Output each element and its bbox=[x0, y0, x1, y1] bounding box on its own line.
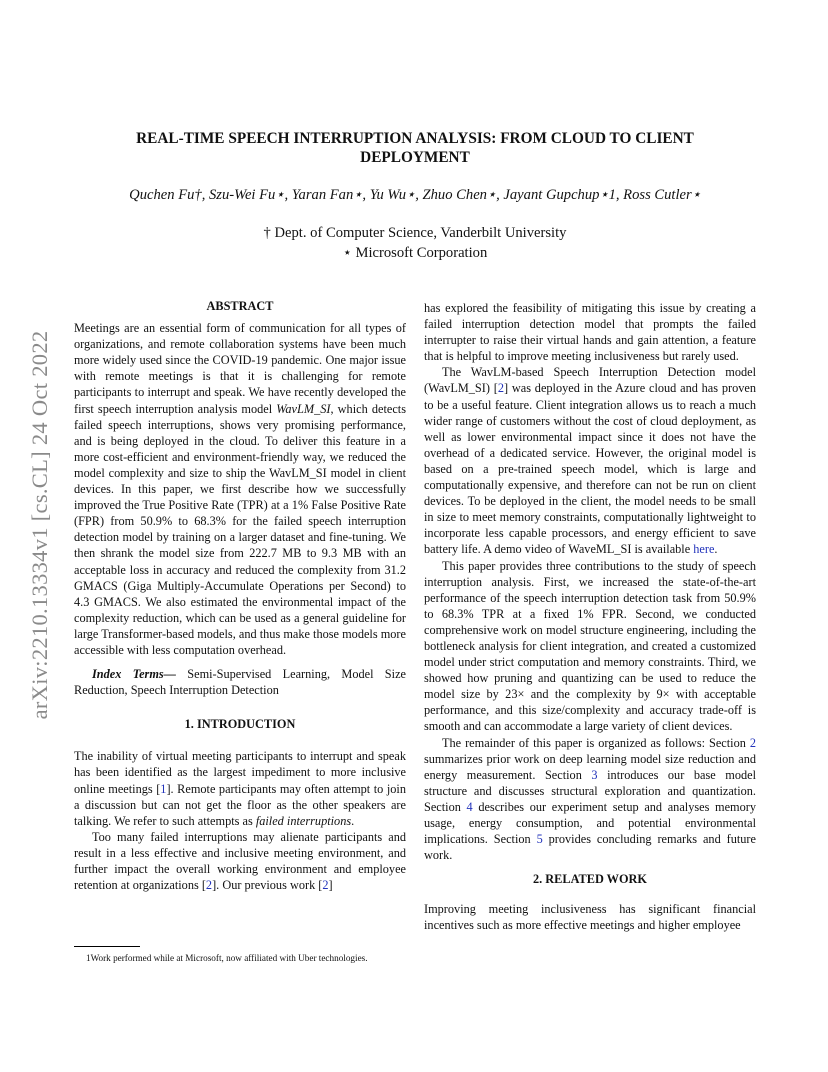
section-link[interactable]: 4 bbox=[466, 799, 473, 814]
citation-link[interactable]: 1 bbox=[160, 781, 167, 796]
author-list: Quchen Fu†, Szu-Wei Fu⋆, Yaran Fan⋆, Yu Wu⋆, Zhuo Chen⋆, Jayant Gupchup⋆1, Ross Cutler⋆ bbox=[129, 187, 701, 203]
citation-link[interactable]: 2 bbox=[205, 878, 213, 893]
right-paragraph-4: The remainder of this paper is organized as follows: Section 2 summarizes prior work on deep learning model size reduction and energy measurement. Section 3 introduces our base model structure and discusses structural exploration and quantization. Section 4 describes our experiment setup and analyses memory usage, energy consumption, and potential environmental implications. Section 5 provides concluding remarks and future work. bbox=[424, 735, 756, 863]
footnote-rule bbox=[74, 946, 140, 947]
affiliation-vanderbilt: † Dept. of Computer Science, Vanderbilt University bbox=[263, 225, 567, 241]
section-link[interactable]: 3 bbox=[591, 767, 598, 782]
footnote: 1Work performed while at Microsoft, now affiliated with Uber technologies. bbox=[86, 953, 368, 963]
citation-link[interactable]: 2 bbox=[322, 878, 329, 893]
right-paragraph-3: This paper provides three contributions to the study of speech interruption analysis. First, we increased the state-of-the-art performance of the speech interruption detection task from 50.9% to 68.3% TPR at a fixed 1% FPR. Second, we conducted comprehensive work on model structure engineering, including the bottleneck analysis for client integration, and created a customized model under strict computation and memory constraints. Third, we showed how pruning and quantizing can be used to reduce the model size by 23× and the complexity by 9× with acceptable performance, and this size/complexity and accuracy trade-off is smooth and can accommodate a large variety of client devices. bbox=[424, 558, 756, 734]
model-name: WavLM_SI bbox=[276, 401, 331, 416]
abstract-heading: ABSTRACT bbox=[206, 299, 274, 313]
section-link[interactable]: 5 bbox=[536, 832, 543, 847]
related-work-heading: 2. RELATED WORK bbox=[533, 872, 647, 887]
related-work-paragraph: Improving meeting inclusiveness has significant financial incentives such as more effective meetings and higher employee bbox=[424, 902, 756, 933]
intro-paragraph-2: Too many failed interruptions may alienate participants and result in a less effective and inclusive meeting environment, and further impact the overall working environment and employee retention at organizations [2]. Our previous work [2] bbox=[74, 829, 406, 893]
right-column bbox=[424, 300, 756, 934]
right-paragraph-2: The WavLM-based Speech Interruption Detection model (WavLM_SI) [2] was deployed in the Azure cloud and has proven to be a useful feature. Client integration allows us to reach a much wider range of customers without the cost of cloud deployment, as well as lower environmental impact since it does not have the overhead of a dedicated service. However, the original model is based on a pre-trained speech model, which is large and computationally expensive, and therefore can not be run on client devices. To be deployed in the client, the model needs to be small in size to meet memory constraints, computationally lightweight to incorporate less capable processors, and energy efficient to save battery life. A demo video of WaveML_SI is available here. bbox=[424, 365, 756, 557]
intro-heading: 1. INTRODUCTION bbox=[184, 717, 296, 732]
intro-paragraph-1: The inability of virtual meeting participants to interrupt and speak has been identified as the largest impediment to more inclusive online meetings [1]. Remote participants may often attempt to join a discussion but can not get the floor as the other speakers are talking. We refer to such attempts as failed interruptions. bbox=[74, 749, 406, 828]
citation-link[interactable]: 2 bbox=[497, 381, 504, 396]
abstract-text: Meetings are an essential form of communication for all types of organizations, and remote collaboration systems have been much more widely used since the COVID-19 pandemic. One major issue with remote meetings is that it is challenging for remote participants to interrupt and speak. We have recently developed the first speech interruption analysis model WavLM_SI, which detects failed speech interruptions, shows very promising performance, and is being deployed in the cloud. To deliver this feature in a more cost-efficient and environment-friendly way, we reduced the model complexity and size to ship the WavLM_SI model in client devices. In this paper, we first describe how we successfully improved the True Positive Rate (TPR) at a 1% False Positive Rate (FPR) from 50.9% to 68.3% for the failed speech interruption detection model by training on a larger dataset and fine-tuning. We then shrank the model size from 222.7 MB to 9.3 MB with an acceptable loss in accuracy and reduced the complexity from 31.2 GMACS (Giga Multiply-Accumulate Operations per Second) to 4.3 GMACS. We also estimated the environmental impact of the complexity reduction, which can be used as a general guideline for large Transformer-based models, and thus make those models more accessible with less computation overhead. bbox=[74, 321, 406, 657]
demo-video-link[interactable]: here bbox=[693, 542, 715, 557]
paper-title: REAL-TIME SPEECH INTERRUPTION ANALYSIS: FROM CLOUD TO CLIENT DEPLOYMENT bbox=[136, 130, 694, 166]
arxiv-stamp bbox=[20, 290, 60, 760]
left-column bbox=[74, 298, 406, 893]
arxiv-id: arXiv:2210.13334v1 [cs.CL] 24 Oct 2022 bbox=[27, 330, 52, 720]
right-paragraph-1: has explored the feasibility of mitigating this issue by creating a failed interruption detection model that prompts the failed interrupter to raise their virtual hands and gain attention, a feature that is helpful to improve meeting inclusiveness but rarely used. bbox=[424, 301, 756, 364]
affiliation-microsoft: ⋆ Microsoft Corporation bbox=[342, 245, 488, 261]
index-terms: Index Terms— Semi-Supervised Learning, Model Size Reduction, Speech Interruption Detection bbox=[74, 667, 406, 698]
section-link[interactable]: 2 bbox=[749, 735, 756, 750]
